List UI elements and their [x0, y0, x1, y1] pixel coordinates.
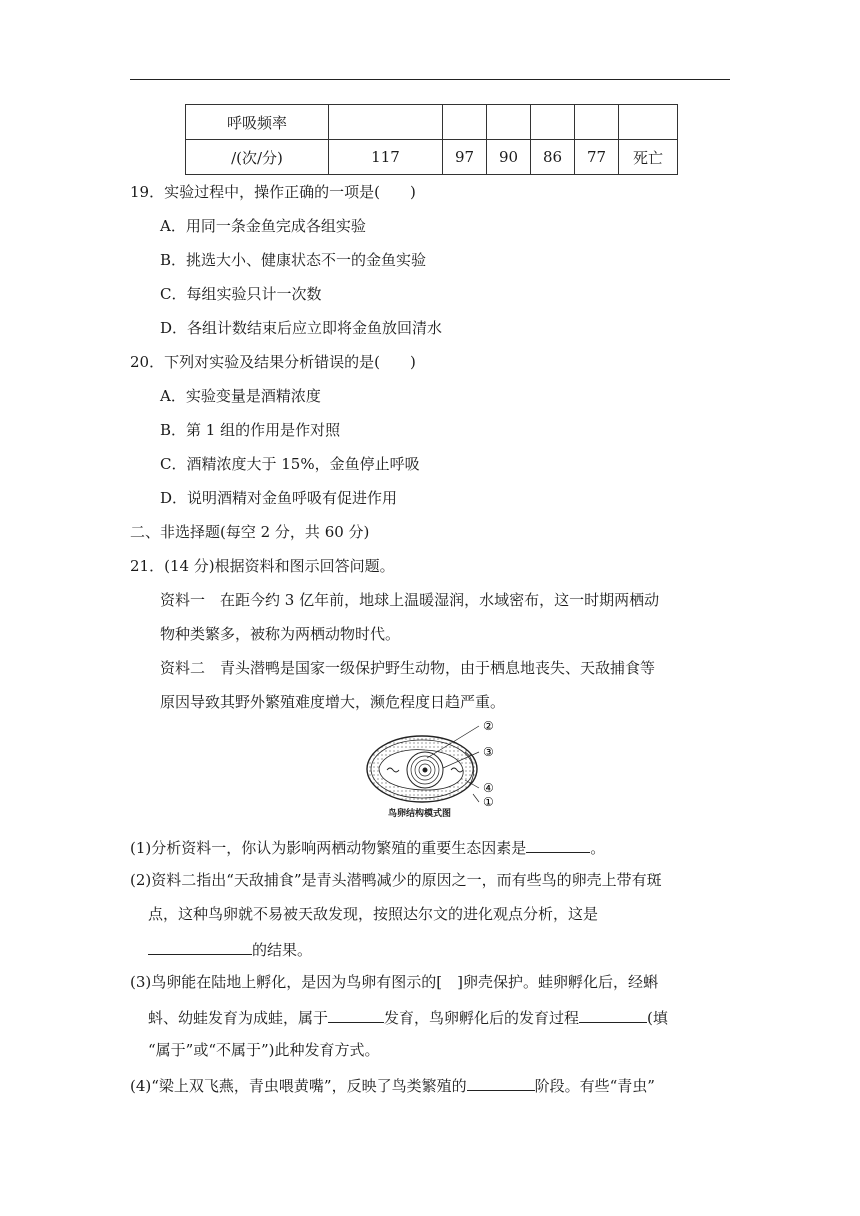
q19-stem: 19．实验过程中，操作正确的一项是( ) — [130, 183, 416, 201]
table-cell — [487, 105, 531, 140]
answer-blank[interactable] — [526, 836, 590, 853]
q20-option-b: B．第 1 组的作用是作对照 — [160, 421, 341, 439]
q20-option-a: A．实验变量是酒精浓度 — [160, 387, 321, 405]
figure-caption: 鸟卵结构模式图 — [388, 809, 452, 819]
q21-stem: 21．(14 分)根据资料和图示回答问题。 — [130, 557, 395, 575]
q21-part-1-text: (1)分析资料一，你认为影响两栖动物繁殖的重要生态因素是 — [130, 839, 527, 857]
q20-option-c: C．酒精浓度大于 15%，金鱼停止呼吸 — [160, 455, 420, 473]
q19-option-c: C．每组实验只计一次数 — [160, 285, 322, 303]
q21-part-2-line-3 — [148, 938, 312, 960]
material-two-line-2: 原因导致其野外繁殖难度增大，濒危程度日趋严重。 — [160, 693, 506, 711]
table-cell: /(次/分) — [186, 140, 329, 175]
q20-option-d: D．说明酒精对金鱼呼吸有促进作用 — [160, 489, 398, 507]
table-cell — [329, 105, 443, 140]
material-one-line-1: 资料一 在距今约 3 亿年前，地球上温暖湿润，水域密布，这一时期两栖动 — [160, 591, 660, 609]
header-rule — [130, 79, 730, 80]
q21-part-4-text-a: (4)“梁上双飞燕，青虫喂黄嘴”，反映了鸟类繁殖的 — [130, 1077, 467, 1095]
label-3: ③ — [483, 745, 494, 759]
table-row — [186, 140, 678, 175]
table-cell — [443, 105, 487, 140]
q21-part-4-text-b: 阶段。有些“青虫” — [534, 1077, 655, 1095]
q19-option-d: D．各组计数结束后应立即将金鱼放回清水 — [160, 319, 443, 337]
material-one-line-2: 物种类繁多，被称为两栖动物时代。 — [160, 625, 401, 643]
q21-part-3-line-3: “属于”或“不属于”)此种发育方式。 — [148, 1041, 380, 1059]
answer-blank[interactable] — [148, 938, 252, 955]
table-cell: 90 — [487, 140, 531, 175]
yolk-icon — [407, 752, 443, 788]
section-title: 二、非选择题(每空 2 分，共 60 分) — [130, 523, 370, 541]
table-cell: 97 — [443, 140, 487, 175]
table-cell — [619, 105, 678, 140]
table-cell — [575, 105, 619, 140]
results-table — [185, 104, 678, 175]
label-1: ① — [483, 795, 494, 809]
q21-part-2-line-2: 点，这种鸟卵就不易被天敌发现，按照达尔文的进化观点分析，这是 — [148, 905, 599, 923]
q21-part-3-text-b: 发育，鸟卵孵化后的发育过程 — [384, 1009, 580, 1027]
q19-option-b: B．挑选大小、健康状态不一的金鱼实验 — [160, 251, 427, 269]
q21-part-2-end: 的结果。 — [252, 941, 313, 959]
label-2: ② — [483, 719, 494, 733]
table-cell: 117 — [329, 140, 443, 175]
answer-blank[interactable] — [579, 1006, 647, 1023]
table-cell: 死亡 — [619, 140, 678, 175]
table-cell — [531, 105, 575, 140]
material-two-line-1: 资料二 青头潜鸭是国家一级保护野生动物，由于栖息地丧失、天敌捕食等 — [160, 659, 656, 677]
table-row — [186, 105, 678, 140]
q21-part-2-line-1: (2)资料二指出“天敌捕食”是青头潜鸭减少的原因之一，而有些鸟的卵壳上带有斑 — [130, 871, 662, 889]
q21-part-3-line-1: (3)鸟卵能在陆地上孵化，是因为鸟卵有图示的[ ]卵壳保护。蛙卵孵化后，经蝌 — [130, 973, 658, 991]
q20-stem: 20．下列对实验及结果分析错误的是( ) — [130, 353, 416, 371]
answer-blank[interactable] — [328, 1006, 384, 1023]
label-4: ④ — [483, 781, 494, 795]
q21-part-3-text-a: 蚪、幼蛙发育为成蛙，属于 — [148, 1009, 329, 1027]
q21-part-4-line-1 — [130, 1074, 655, 1096]
q21-part-3-text-c: (填 — [647, 1009, 668, 1027]
q21-part-1 — [130, 836, 605, 858]
q21-part-3-line-2 — [148, 1006, 668, 1028]
q21-part-1-end: 。 — [590, 839, 606, 857]
table-cell: 呼吸频率 — [186, 105, 329, 140]
table-cell: 77 — [575, 140, 619, 175]
q19-option-a: A．用同一条金鱼完成各组实验 — [160, 217, 366, 235]
table-cell: 86 — [531, 140, 575, 175]
answer-blank[interactable] — [467, 1074, 535, 1091]
